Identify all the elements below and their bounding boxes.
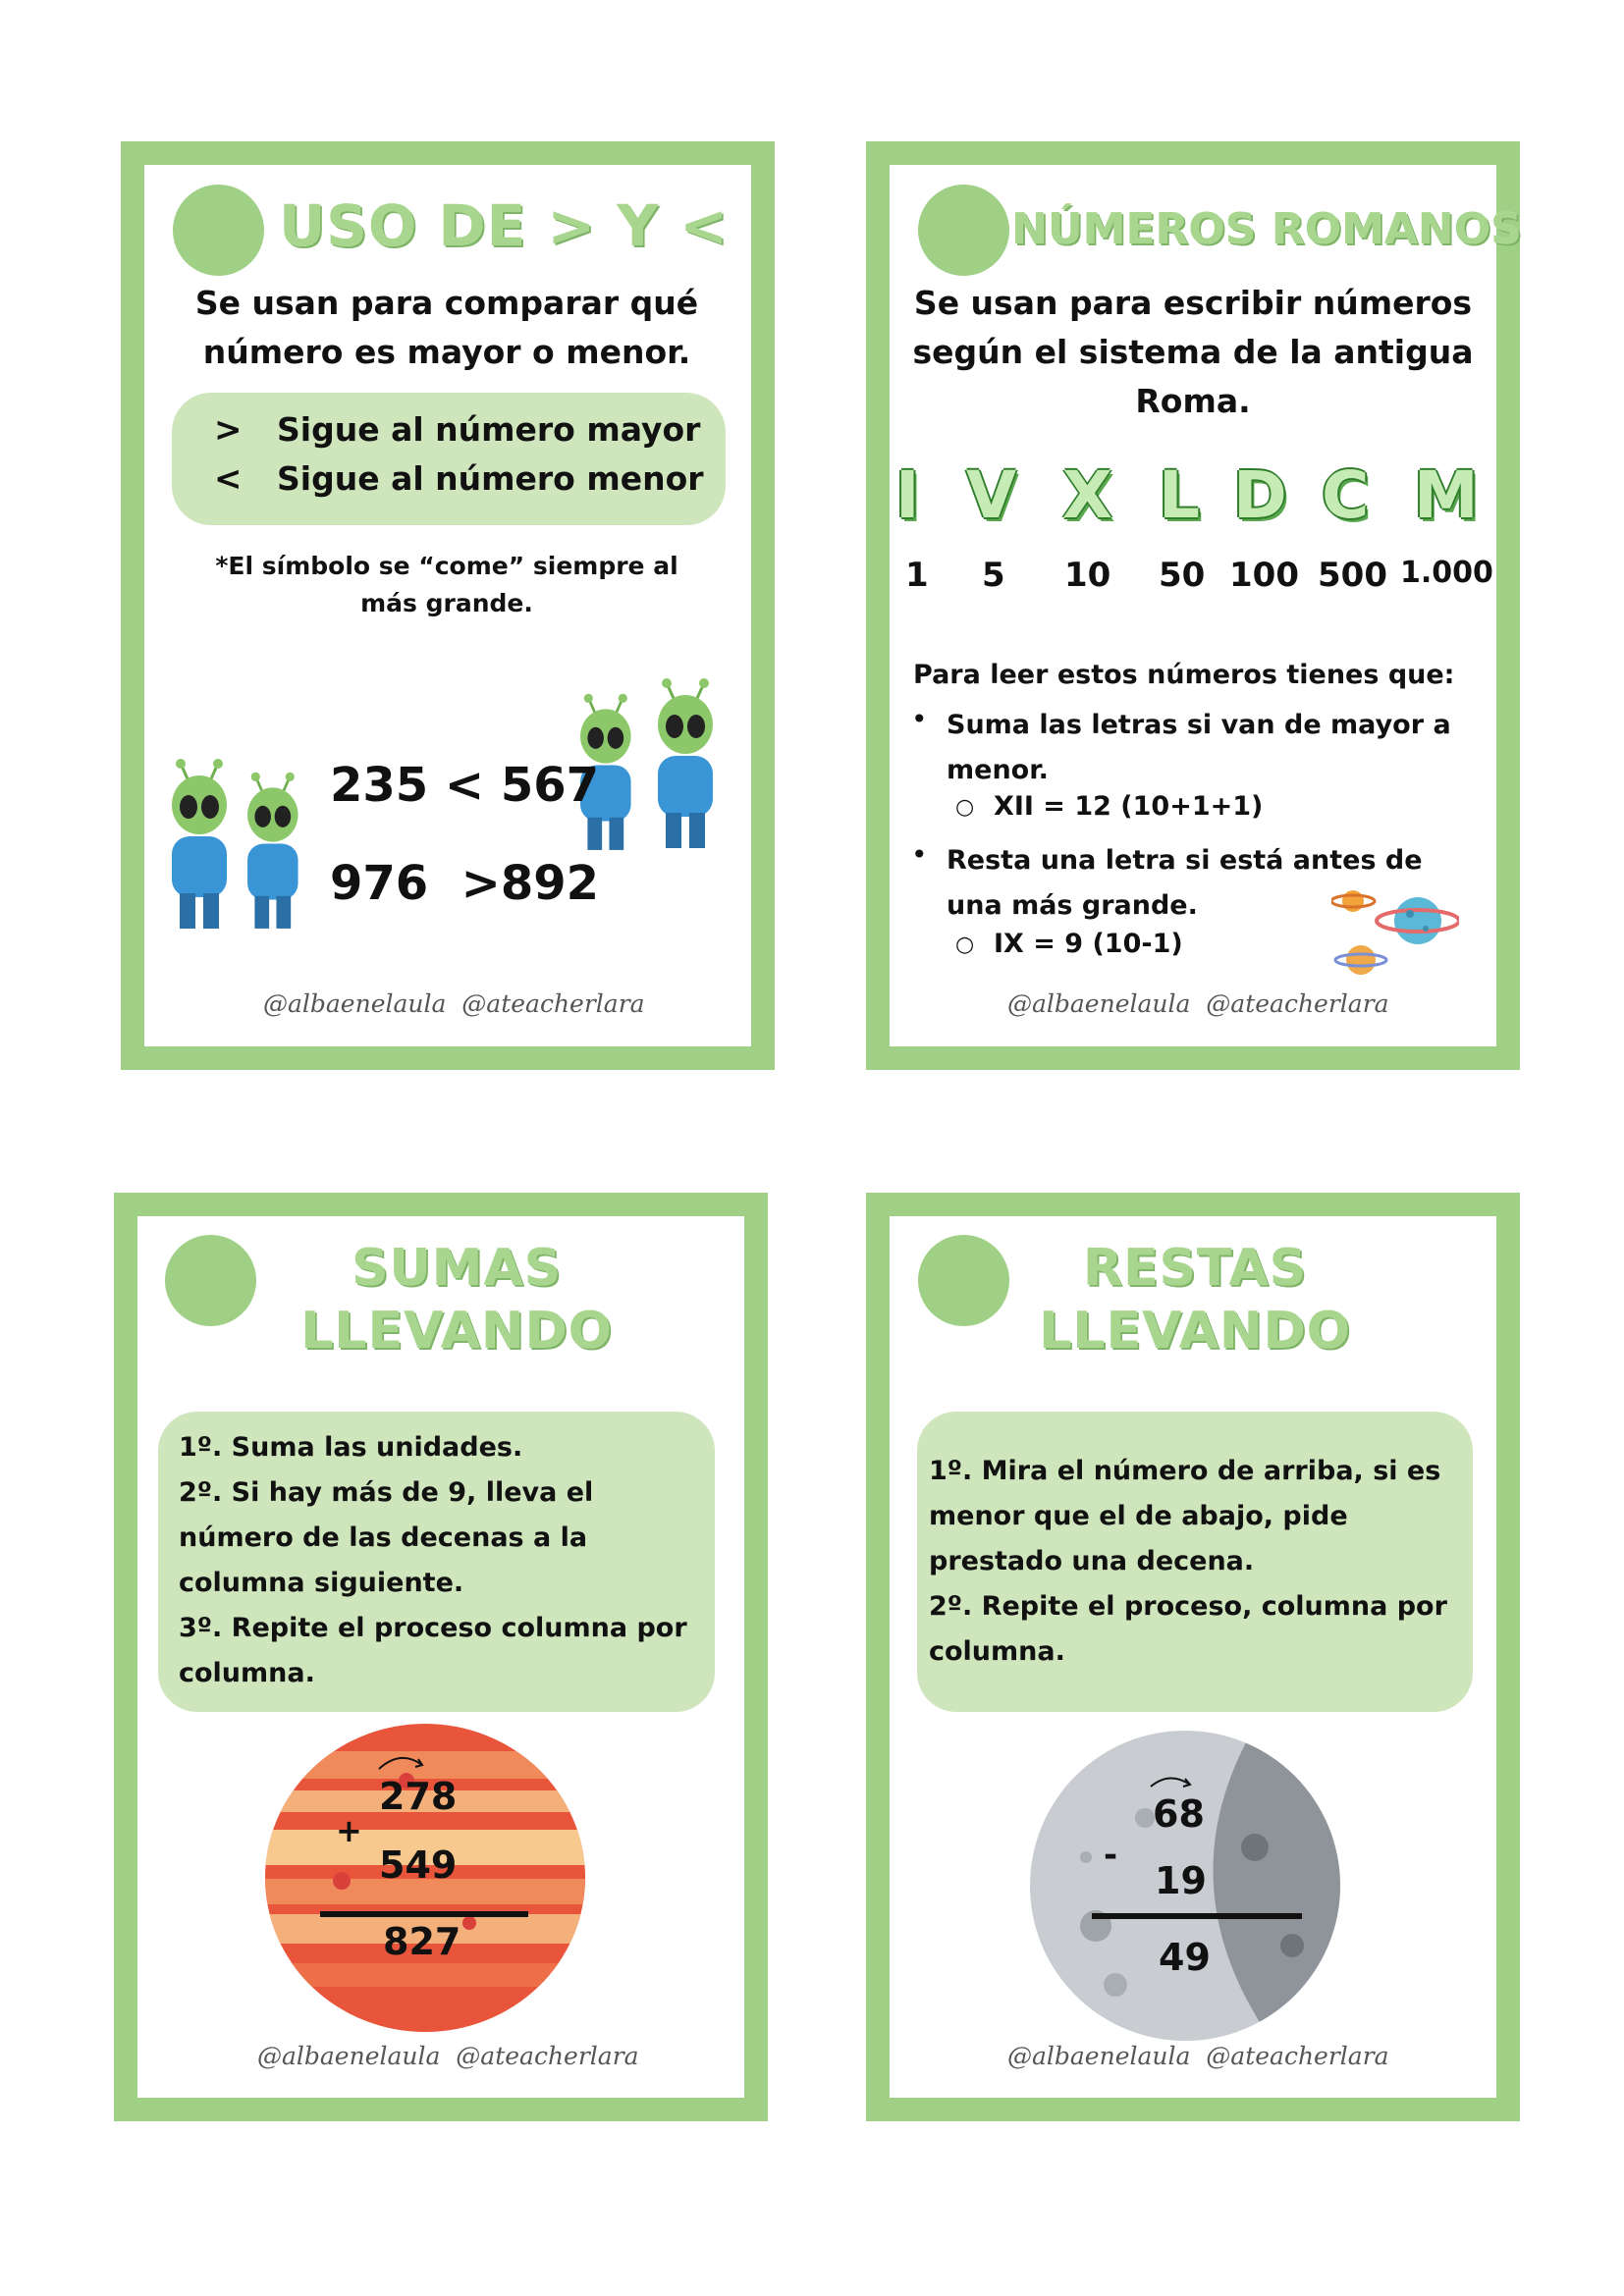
card2-footer: @albaenelaula @ateacherlara [1007, 989, 1389, 1018]
addition-result: 827 [383, 1920, 461, 1963]
alien-icon [658, 678, 713, 848]
comparison-example-2: 976 >892 [330, 856, 600, 911]
roman-D: D [1233, 457, 1287, 533]
orange-planet-icon [1335, 945, 1386, 975]
value-500: 500 [1318, 556, 1387, 595]
alien-icon [172, 759, 227, 929]
card3-step3: 3º. Repite el proceso columna por columna. [179, 1613, 687, 1688]
card2-title: NÚMEROS ROMANOS [1011, 204, 1522, 254]
card2-intro: Se usan para escribir números según el sistema de la antigua Roma. [912, 284, 1474, 420]
roman-I: I [895, 457, 920, 533]
roman-L: L [1159, 457, 1201, 533]
bullet-dot: • [911, 703, 928, 735]
card2-lead: Para leer estos números tienes que: [913, 660, 1455, 690]
addition-top: 278 [379, 1775, 458, 1818]
value-5: 5 [982, 556, 1005, 595]
card2-bullet1: Suma las letras si van de mayor a menor. [947, 710, 1451, 785]
subtraction-result: 49 [1159, 1936, 1211, 1979]
value-100: 100 [1229, 556, 1299, 595]
card3-title-line1: SUMAS [351, 1239, 563, 1298]
card1-intro: Se usan para comparar qué número es mayor o menor. [194, 284, 699, 371]
roman-C: C [1322, 457, 1370, 533]
card1-footer: @albaenelaula @ateacherlara [263, 989, 645, 1018]
aliens-left-illustration [160, 756, 317, 937]
title-dot [918, 185, 1009, 276]
card4-title-line1: RESTAS [1082, 1239, 1308, 1298]
card2-bullet2: Resta una letra si está antes de una más grande. [947, 845, 1423, 921]
card3-footer: @albaenelaula @ateacherlara [257, 2042, 639, 2070]
lt-rule: Sigue al número menor [277, 459, 704, 498]
subtraction-top: 68 [1153, 1792, 1205, 1836]
card4-footer: @albaenelaula @ateacherlara [1007, 2042, 1389, 2070]
gt-rule: Sigue al número mayor [277, 410, 701, 449]
bullet-dot: • [911, 838, 928, 871]
value-1000: 1.000 [1400, 556, 1493, 590]
card4-step1: 1º. Mira el número de arriba, si es menor que el de abajo, pide prestado una decena. [929, 1456, 1441, 1576]
sub-bullet-circle: ○ [955, 933, 975, 957]
subtraction-sign: - [1104, 1836, 1118, 1875]
card2-sub1: XII = 12 (10+1+1) [994, 791, 1264, 822]
addition-bottom: 549 [379, 1843, 458, 1887]
card4-step2: 2º. Repite el proceso, columna por columna. [929, 1591, 1447, 1667]
subtraction-bottom: 19 [1155, 1859, 1207, 1902]
title-dot [173, 185, 264, 276]
card3-title-line2: LLEVANDO [300, 1302, 613, 1361]
alien-icon [247, 773, 298, 929]
sub-bullet-circle: ○ [955, 795, 975, 820]
roman-X: X [1062, 457, 1112, 533]
gt-symbol: > [214, 410, 243, 450]
title-dot [165, 1235, 256, 1326]
card1-note: *El símbolo se “come” siempre al más grande. [215, 552, 678, 617]
value-50: 50 [1159, 556, 1206, 595]
card4-title-line2: LLEVANDO [1039, 1302, 1351, 1361]
card2-sub2: IX = 9 (10-1) [994, 929, 1183, 959]
addition-sign: + [336, 1812, 362, 1849]
card3-step1: 1º. Suma las unidades. [179, 1432, 523, 1463]
roman-V: V [966, 457, 1017, 533]
value-10: 10 [1064, 556, 1111, 595]
planets-illustration [1331, 881, 1459, 980]
blue-planet-icon [1377, 897, 1459, 944]
card3-step2: 2º. Si hay más de 9, lleva el número de las decenas a la columna siguiente. [179, 1477, 594, 1598]
roman-M: M [1414, 457, 1479, 533]
comparison-example-1: 235 < 567 [330, 758, 600, 813]
saturn-icon [1331, 890, 1375, 912]
lt-symbol: < [214, 459, 243, 499]
card1-title: USO DE > Y < [279, 192, 729, 259]
value-1: 1 [905, 556, 929, 595]
